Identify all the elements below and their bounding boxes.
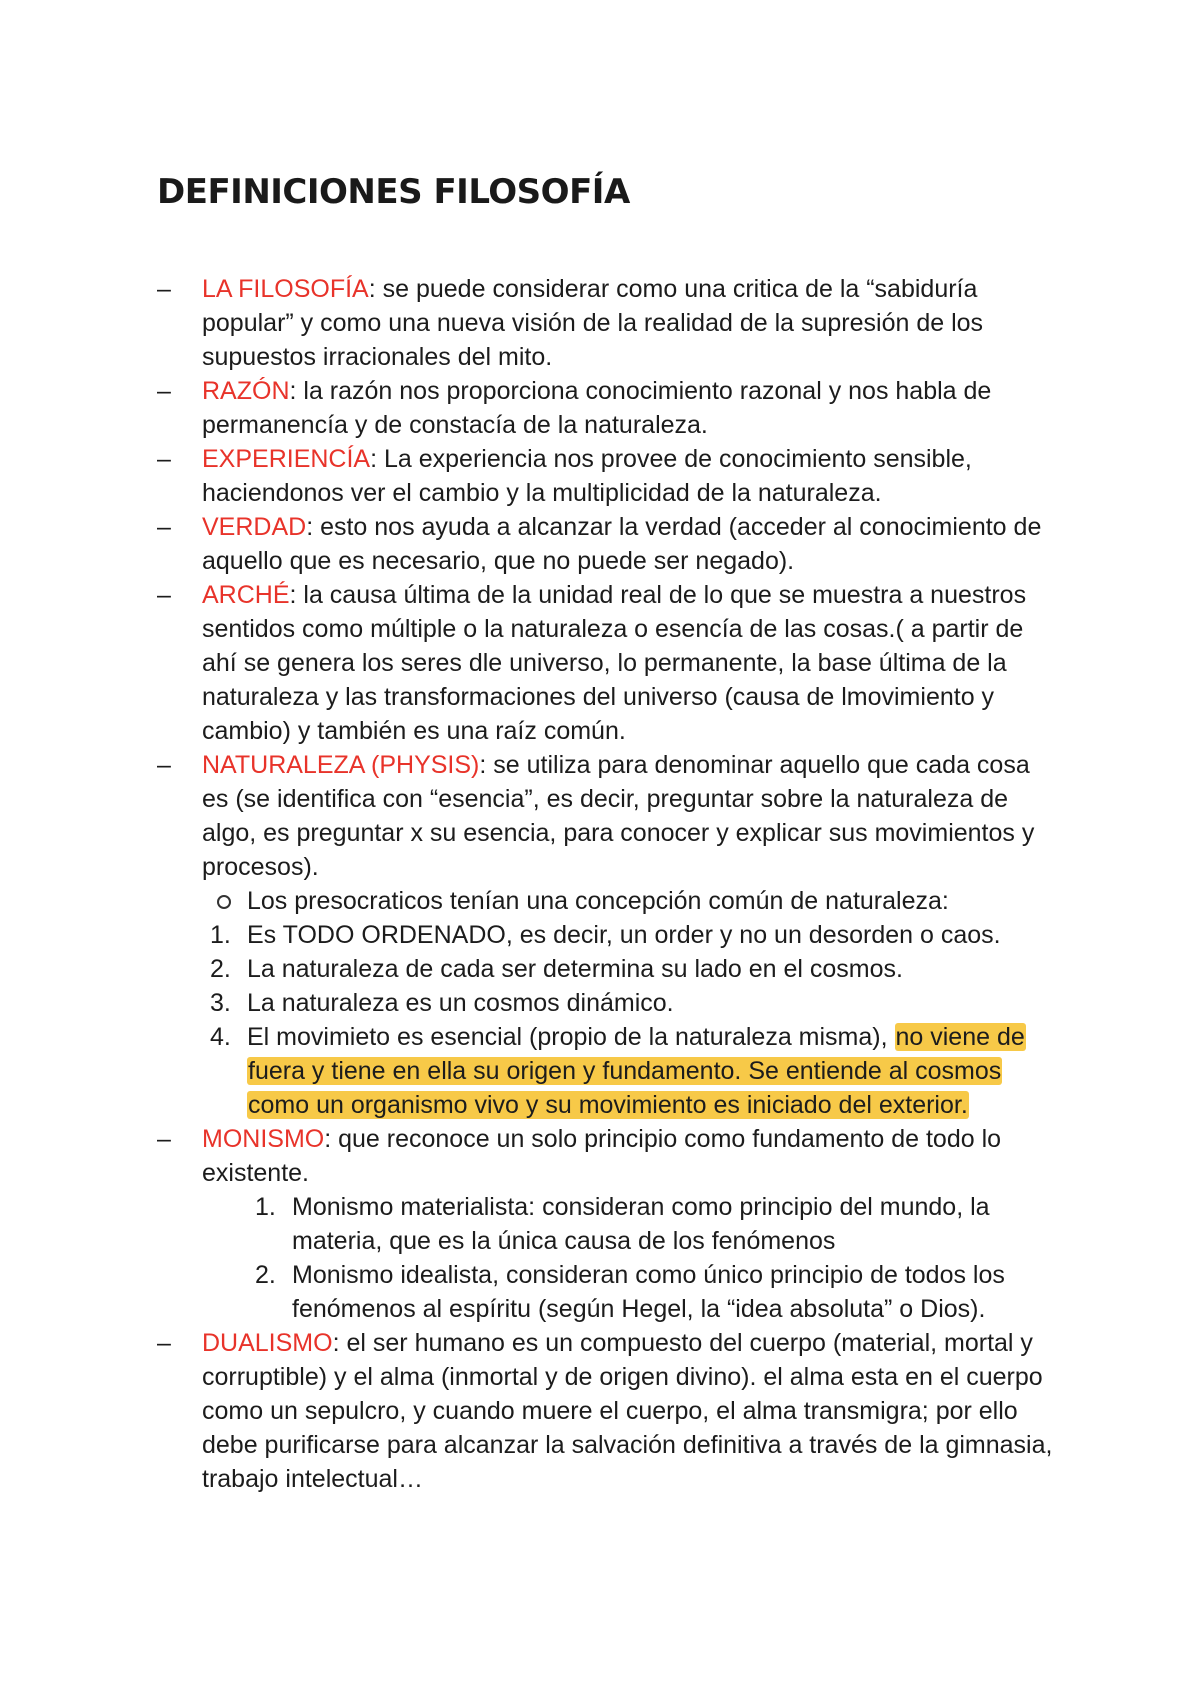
definition-text: : el ser humano es un compuesto del cuerpo (material, mortal y corruptible) y el alma (inmortal y de origen divino). el alma esta en el cuerpo como un sepulcro, y cuando muere el cuerpo, el alma transmigra; por ello debe purificarse para alcanzar la salvación definitiva a través de la gimnasia, trabajo intelectual… [202,1329,1053,1493]
page-title: DEFINICIONES FILOSOFÍA [157,172,630,212]
definition-naturaleza [157,748,1060,1122]
dash-bullet: – [157,513,171,541]
definition-monismo [157,1122,1060,1326]
monismo-sublist [202,1190,1060,1326]
dash-bullet: – [157,751,171,779]
definition-text: : se utiliza para denominar aquello que cada cosa es (se identifica con “esencia”, es decir, preguntar sobre la naturaleza de algo, es preguntar x su esencia, para conocer y explicar sus movimientos y procesos). [202,751,1035,881]
list-item-text: Monismo idealista, consideran como único principio de todos los fenómenos al espíritu (según Hegel, la “idea absoluta” o Dios). [292,1261,1005,1323]
list-item [202,1020,1060,1122]
list-item [202,884,1060,918]
term-label: MONISMO [202,1125,325,1153]
definition-text: : se puede considerar como una critica de la “sabiduría popular” y como una nueva visión de la realidad de la supresión de los supuestos irracionales del mito. [202,275,984,371]
dash-bullet: – [157,377,171,405]
definition-text: : La experiencia nos provee de conocimiento sensible, haciendonos ver el cambio y la multiplicidad de la naturaleza. [202,445,972,507]
list-number: 2. [210,955,231,983]
dash-bullet: – [157,1329,171,1357]
definition-text: : la causa última de la unidad real de lo que se muestra a nuestros sentidos como múltiple o la naturaleza o esencía de las cosas.( a partir de ahí se genera los seres dle universo, lo permanente, la base última de la naturaleza y las transformaciones del universo (causa de lmovimiento y cambio) y también es una raíz común. [202,581,1027,745]
dash-bullet: – [157,1125,171,1153]
definition-text: : que reconoce un solo principio como fundamento de todo lo existente. [202,1125,1002,1187]
dash-bullet: – [157,581,171,609]
list-item-text: Monismo materialista: consideran como principio del mundo, la materia, que es la única causa de los fenómenos [292,1193,990,1255]
list-item [202,952,1060,986]
list-item [202,918,1060,952]
definition-razon [157,374,1060,442]
list-number: 3. [210,989,231,1017]
list-item-text: La naturaleza es un cosmos dinámico. [247,989,674,1017]
term-label: DUALISMO [202,1329,333,1357]
list-item [202,986,1060,1020]
definition-verdad [157,510,1060,578]
list-item [247,1258,1060,1326]
definition-experiencia [157,442,1060,510]
list-number: 4. [210,1023,231,1051]
circle-bullet-icon [217,895,231,909]
dash-bullet: – [157,445,171,473]
list-item-text: La naturaleza de cada ser determina su lado en el cosmos. [247,955,903,983]
list-number: 2. [255,1261,276,1289]
term-label: VERDAD [202,513,307,541]
definition-filosofia [157,272,1060,374]
list-item-text: Los presocraticos tenían una concepción común de naturaleza: [247,887,949,915]
list-item [247,1190,1060,1258]
definition-text: : la razón nos proporciona conocimiento razonal y nos habla de permanencía y de constacía de la naturaleza. [202,377,992,439]
list-item-text: El movimieto es esencial (propio de la naturaleza misma), [247,1023,895,1051]
list-number: 1. [255,1193,276,1221]
list-item-text: Es TODO ORDENADO, es decir, un order y no un desorden o caos. [247,921,1001,949]
definition-arche [157,578,1060,748]
dash-bullet: – [157,275,171,303]
definitions-list [157,272,1060,1496]
term-label: LA FILOSOFÍA [202,275,369,303]
highlighted-text: no viene de fuera y tiene en ella su origen y fundamento. Se entiende al cosmos como un organismo vivo y su movimiento es iniciado del exterior. [248,1023,1025,1119]
definition-text: : esto nos ayuda a alcanzar la verdad (acceder al conocimiento de aquello que es necesario, que no puede ser negado). [202,513,1042,575]
list-number: 1. [210,921,231,949]
definition-dualismo [157,1326,1060,1496]
term-label: ARCHÉ [202,581,290,609]
naturaleza-sublist [202,884,1060,1122]
term-label: EXPERIENCÍA [202,445,371,473]
term-label: NATURALEZA (PHYSIS) [202,751,480,779]
term-label: RAZÓN [202,377,290,405]
